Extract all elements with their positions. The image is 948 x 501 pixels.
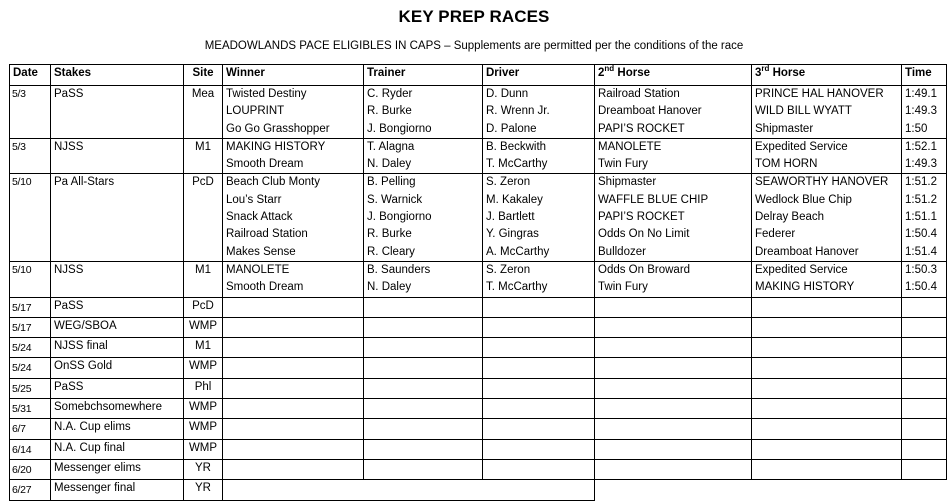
- empty-cell: [483, 459, 595, 479]
- upcoming-date: 5/25: [10, 378, 51, 398]
- race-second-cell: [595, 174, 752, 261]
- race-driver: D. Palone: [486, 122, 537, 135]
- upcoming-stakes: OnSS Gold: [51, 358, 184, 378]
- empty-cell: [595, 459, 752, 479]
- race-second: Odds On Broward: [598, 263, 691, 276]
- empty-cell: [752, 459, 902, 479]
- race-second: Railroad Station: [598, 88, 680, 100]
- race-third: Delray Beach: [755, 211, 825, 224]
- race-winner: Railroad Station: [226, 228, 308, 241]
- upcoming-stakes: NJSS final: [51, 338, 184, 358]
- upcoming-date: 6/27: [10, 480, 51, 500]
- header-second-label: Horse: [614, 67, 650, 79]
- race-winner: MAKING HISTORY: [226, 140, 326, 153]
- empty-cell: [223, 480, 595, 500]
- race-time: 1:51.2: [905, 176, 937, 189]
- race-row: [10, 174, 947, 261]
- header-second-horse: [595, 65, 752, 86]
- header-second-sup: nd: [604, 64, 615, 74]
- empty-cell: [364, 459, 483, 479]
- empty-cell: [902, 459, 947, 479]
- header-trainer: Trainer: [364, 65, 483, 86]
- race-second: Twin Fury: [598, 281, 648, 294]
- upcoming-date: 6/20: [10, 459, 51, 479]
- race-site: PcD: [184, 174, 223, 261]
- race-driver: J. Bartlett: [486, 211, 535, 224]
- race-third-cell: [752, 138, 902, 174]
- race-third: MAKING HISTORY: [755, 281, 855, 294]
- upcoming-race-row: [10, 378, 947, 398]
- upcoming-race-row: [10, 419, 947, 439]
- upcoming-site: WMP: [184, 439, 223, 459]
- upcoming-race-row: [10, 297, 947, 317]
- race-date: 5/10: [10, 174, 51, 261]
- upcoming-site: PcD: [184, 297, 223, 317]
- race-winner: MANOLETE: [226, 263, 290, 276]
- race-third-cell: [752, 174, 902, 261]
- race-second: Odds On No Limit: [598, 228, 690, 241]
- race-trainer: R. Burke: [367, 228, 412, 241]
- race-driver: S. Zeron: [486, 176, 531, 189]
- empty-cell: [902, 399, 947, 419]
- race-time: 1:50: [905, 122, 928, 135]
- race-trainer: N. Daley: [367, 158, 412, 171]
- race-second: Shipmaster: [598, 176, 657, 189]
- race-stakes: NJSS: [51, 261, 184, 297]
- race-second-cell: [595, 138, 752, 174]
- race-winner-cell: [223, 261, 364, 297]
- race-trainer-cell: [364, 138, 483, 174]
- empty-cell: [364, 297, 483, 317]
- empty-cell: [902, 419, 947, 439]
- race-trainer-cell: [364, 86, 483, 139]
- empty-cell: [902, 317, 947, 337]
- race-trainer: B. Pelling: [367, 176, 416, 189]
- race-third-cell: [752, 86, 902, 139]
- empty-cell: [364, 378, 483, 398]
- upcoming-site: WMP: [184, 358, 223, 378]
- upcoming-stakes: Somebchsomewhere: [51, 399, 184, 419]
- race-third: Expedited Service: [755, 263, 848, 276]
- page-title: KEY PREP RACES: [398, 7, 550, 26]
- race-row: [10, 261, 947, 297]
- empty-cell: [483, 399, 595, 419]
- race-winner: LOUPRINT: [226, 105, 285, 118]
- race-winner: Twisted Destiny: [226, 88, 307, 100]
- empty-cell: [364, 358, 483, 378]
- race-third: Expedited Service: [755, 140, 848, 153]
- header-site: Site: [184, 65, 223, 86]
- race-second: Twin Fury: [598, 158, 648, 171]
- race-winner: Beach Club Monty: [226, 176, 320, 189]
- header-date: Date: [10, 65, 51, 86]
- race-second: PAPI’S ROCKET: [598, 122, 685, 135]
- race-second: PAPI’S ROCKET: [598, 211, 685, 224]
- header-time: Time: [902, 65, 947, 86]
- race-driver: D. Dunn: [486, 88, 529, 100]
- empty-cell: [902, 378, 947, 398]
- race-winner: Go Go Grasshopper: [226, 122, 330, 135]
- race-time: 1:50.3: [905, 263, 937, 276]
- upcoming-date: 6/14: [10, 439, 51, 459]
- upcoming-race-row: [10, 459, 947, 479]
- race-trainer: N. Daley: [367, 281, 412, 294]
- key-prep-races-table: [9, 64, 947, 501]
- empty-cell: [752, 297, 902, 317]
- upcoming-stakes: Messenger elims: [51, 459, 184, 479]
- race-trainer: C. Ryder: [367, 88, 413, 100]
- empty-cell: [364, 439, 483, 459]
- empty-cell: [752, 317, 902, 337]
- race-time: 1:52.1: [905, 140, 937, 153]
- empty-cell: [364, 338, 483, 358]
- upcoming-date: 5/31: [10, 399, 51, 419]
- race-winner: Makes Sense: [226, 245, 296, 258]
- upcoming-date: 5/17: [10, 297, 51, 317]
- upcoming-site: WMP: [184, 419, 223, 439]
- upcoming-race-row: [10, 338, 947, 358]
- empty-cell: [223, 378, 364, 398]
- empty-cell: [902, 439, 947, 459]
- upcoming-site: YR: [184, 459, 223, 479]
- race-time-cell: [902, 174, 947, 261]
- upcoming-race-row: [10, 399, 947, 419]
- header-driver: Driver: [483, 65, 595, 86]
- upcoming-date: 5/24: [10, 338, 51, 358]
- race-time: 1:49.3: [905, 158, 937, 171]
- race-third: Federer: [755, 228, 796, 241]
- race-second: Dreamboat Hanover: [598, 105, 702, 118]
- race-time: 1:51.1: [905, 211, 937, 224]
- empty-cell: [902, 338, 947, 358]
- empty-cell: [595, 419, 752, 439]
- upcoming-date: 5/24: [10, 358, 51, 378]
- empty-cell: [595, 358, 752, 378]
- empty-cell: [595, 317, 752, 337]
- race-site: M1: [184, 138, 223, 174]
- race-date: 5/10: [10, 261, 51, 297]
- header-row: [10, 65, 947, 86]
- header-third-horse: [752, 65, 902, 86]
- header-second-num: 2: [598, 67, 605, 79]
- race-trainer-cell: [364, 261, 483, 297]
- blank-cell: [595, 480, 947, 500]
- race-trainer: T. Alagna: [367, 140, 415, 153]
- upcoming-stakes: PaSS: [51, 378, 184, 398]
- upcoming-site: Phl: [184, 378, 223, 398]
- race-driver: A. McCarthy: [486, 245, 550, 258]
- race-driver: T. McCarthy: [486, 281, 548, 294]
- race-driver: B. Beckwith: [486, 140, 547, 153]
- upcoming-race-row: [10, 358, 947, 378]
- empty-cell: [752, 419, 902, 439]
- race-time: 1:51.2: [905, 193, 937, 206]
- empty-cell: [752, 439, 902, 459]
- race-winner: Snack Attack: [226, 211, 293, 224]
- header-third-sup: rd: [761, 64, 770, 74]
- race-third: WILD BILL WYATT: [755, 105, 852, 118]
- empty-cell: [223, 297, 364, 317]
- race-driver: Y. Gingras: [486, 228, 539, 241]
- race-time: 1:50.4: [905, 228, 937, 241]
- empty-cell: [752, 338, 902, 358]
- race-row: [10, 138, 947, 174]
- race-time: 1:50.4: [905, 281, 937, 294]
- empty-cell: [902, 297, 947, 317]
- header-winner: Winner: [223, 65, 364, 86]
- race-third: Dreamboat Hanover: [755, 245, 859, 258]
- upcoming-stakes: PaSS: [51, 297, 184, 317]
- race-time: 1:49.1: [905, 88, 937, 100]
- empty-cell: [752, 399, 902, 419]
- race-trainer: R. Burke: [367, 105, 412, 118]
- header-third-label: Horse: [769, 67, 806, 79]
- race-driver-cell: [483, 261, 595, 297]
- race-third: SEAWORTHY HANOVER: [755, 176, 889, 189]
- empty-cell: [364, 419, 483, 439]
- race-third-cell: [752, 261, 902, 297]
- empty-cell: [752, 358, 902, 378]
- race-winner-cell: [223, 86, 364, 139]
- upcoming-stakes: Messenger final: [51, 480, 184, 500]
- empty-cell: [595, 378, 752, 398]
- race-trainer: J. Bongiorno: [367, 122, 432, 135]
- race-trainer: B. Saunders: [367, 263, 431, 276]
- race-time: 1:49.3: [905, 105, 937, 118]
- upcoming-stakes: N.A. Cup final: [51, 439, 184, 459]
- upcoming-race-row: [10, 439, 947, 459]
- race-winner: Smooth Dream: [226, 158, 304, 171]
- header-third-num: 3: [755, 67, 762, 79]
- upcoming-date: 6/7: [10, 419, 51, 439]
- race-stakes: PaSS: [51, 86, 184, 139]
- race-time: 1:51.4: [905, 245, 937, 258]
- race-winner: Lou’s Starr: [226, 193, 282, 206]
- empty-cell: [595, 399, 752, 419]
- race-driver: T. McCarthy: [486, 158, 548, 171]
- race-time-cell: [902, 261, 947, 297]
- race-second: MANOLETE: [598, 140, 662, 153]
- race-date: 5/3: [10, 86, 51, 139]
- race-driver: S. Zeron: [486, 263, 531, 276]
- upcoming-race-row: [10, 480, 947, 500]
- empty-cell: [595, 338, 752, 358]
- race-date: 5/3: [10, 138, 51, 174]
- empty-cell: [223, 399, 364, 419]
- race-site: Mea: [184, 86, 223, 139]
- empty-cell: [595, 439, 752, 459]
- race-driver: M. Kakaley: [486, 193, 543, 206]
- empty-cell: [223, 317, 364, 337]
- upcoming-date: 5/17: [10, 317, 51, 337]
- upcoming-site: WMP: [184, 317, 223, 337]
- race-time-cell: [902, 86, 947, 139]
- empty-cell: [223, 338, 364, 358]
- upcoming-race-row: [10, 317, 947, 337]
- empty-cell: [483, 338, 595, 358]
- empty-cell: [595, 297, 752, 317]
- empty-cell: [483, 297, 595, 317]
- empty-cell: [223, 419, 364, 439]
- race-time-cell: [902, 138, 947, 174]
- upcoming-site: YR: [184, 480, 223, 500]
- race-driver-cell: [483, 138, 595, 174]
- race-row: [10, 86, 947, 139]
- race-third: Shipmaster: [755, 122, 814, 135]
- race-second-cell: [595, 261, 752, 297]
- empty-cell: [364, 317, 483, 337]
- race-third: TOM HORN: [755, 158, 818, 171]
- race-second: Bulldozer: [598, 245, 646, 258]
- upcoming-stakes: N.A. Cup elims: [51, 419, 184, 439]
- race-stakes: NJSS: [51, 138, 184, 174]
- race-driver: R. Wrenn Jr.: [486, 105, 550, 118]
- race-winner: Smooth Dream: [226, 281, 304, 294]
- race-second: WAFFLE BLUE CHIP: [598, 193, 709, 206]
- race-third: PRINCE HAL HANOVER: [755, 88, 884, 100]
- race-site: M1: [184, 261, 223, 297]
- upcoming-stakes: WEG/SBOA: [51, 317, 184, 337]
- race-trainer: R. Cleary: [367, 245, 415, 258]
- empty-cell: [223, 358, 364, 378]
- empty-cell: [223, 439, 364, 459]
- empty-cell: [483, 419, 595, 439]
- race-trainer-cell: [364, 174, 483, 261]
- empty-cell: [483, 317, 595, 337]
- race-driver-cell: [483, 174, 595, 261]
- upcoming-site: M1: [184, 338, 223, 358]
- empty-cell: [483, 358, 595, 378]
- header-stakes: Stakes: [51, 65, 184, 86]
- page-subtitle: MEADOWLANDS PACE ELIGIBLES IN CAPS – Supplements are permitted per the conditions of the race: [204, 40, 744, 52]
- race-second-cell: [595, 86, 752, 139]
- upcoming-site: WMP: [184, 399, 223, 419]
- race-trainer: J. Bongiorno: [367, 211, 432, 224]
- race-third: Wedlock Blue Chip: [755, 193, 852, 206]
- empty-cell: [752, 378, 902, 398]
- empty-cell: [483, 378, 595, 398]
- race-driver-cell: [483, 86, 595, 139]
- empty-cell: [902, 358, 947, 378]
- empty-cell: [364, 399, 483, 419]
- race-stakes: Pa All-Stars: [51, 174, 184, 261]
- empty-cell: [483, 439, 595, 459]
- empty-cell: [223, 459, 364, 479]
- race-winner-cell: [223, 138, 364, 174]
- race-trainer: S. Warnick: [367, 193, 423, 206]
- race-winner-cell: [223, 174, 364, 261]
